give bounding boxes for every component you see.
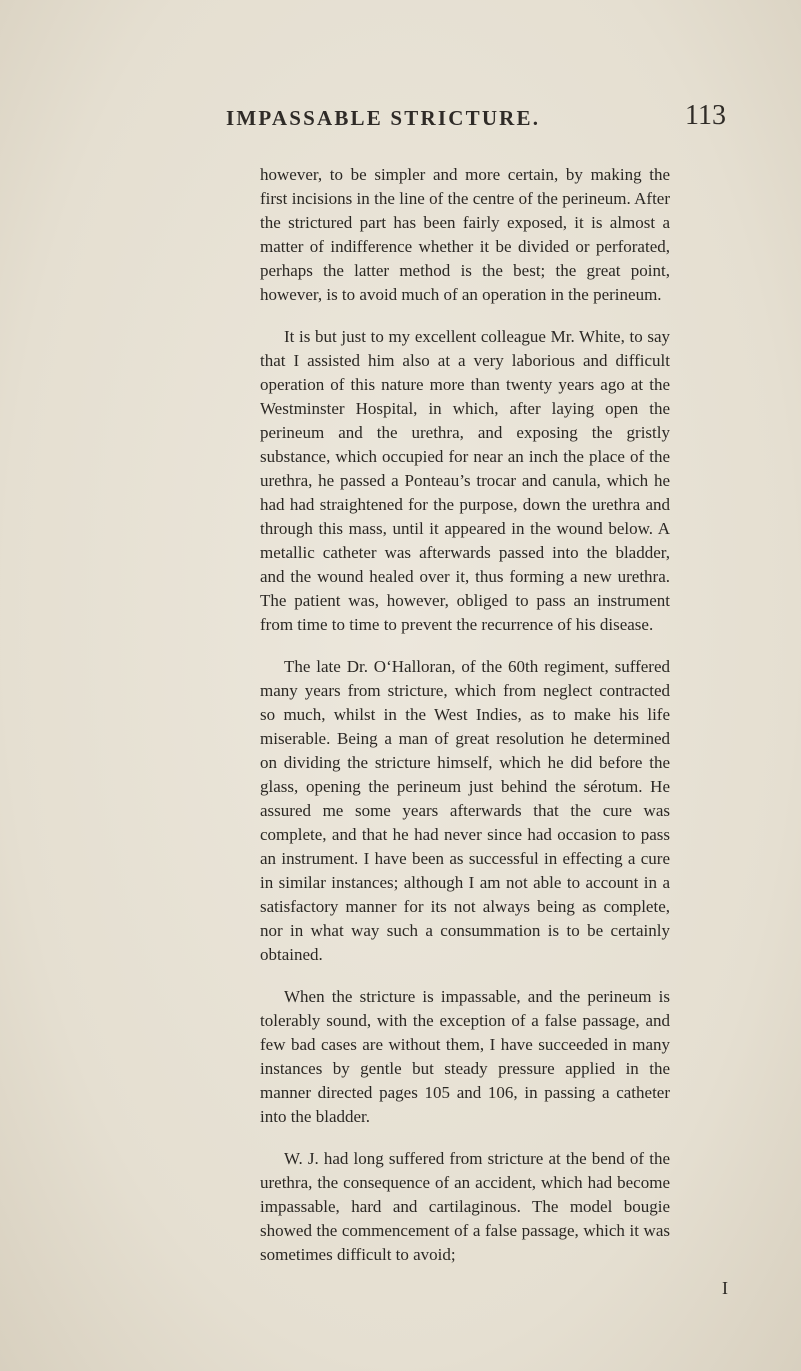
running-head: IMPASSABLE STRICTURE. xyxy=(226,106,541,130)
paragraph: W. J. had long suffered from stricture at the bend of the urethra, the consequence of an accident, which had become impassable, hard and cartilaginous. The model bougie showed the commencement of a false passage, which it was sometimes difficult to avoid; xyxy=(260,1149,670,1264)
paragraph: It is but just to my excellent colleague Mr. White, to say that I assisted him also at a very laborious and difficult operation of this nature more than twenty years ago at the Westminster Hospital, in which, after laying open the perineum and the urethra, and exposing the gristly substance, which occupied for near an inch the place of the urethra, he passed a Ponteau’s trocar and canula, which he had had straightened for the purpose, down the urethra and through this mass, until it appeared in the wound below. A metallic catheter was afterwards passed into the bladder, and the wound healed over it, thus forming a new urethra. The patient was, however, obliged to pass an instrument from time to time to prevent the recurrence of his disease. xyxy=(260,327,670,634)
paragraph: The late Dr. O‘Halloran, of the 60th regiment, suffered many years from stricture, which from neglect contracted so much, whilst in the West Indies, as to make his life miserable. Being a man of great resolution he determined on dividing the stricture himself, which he did before the glass, opening the perineum just behind the sérotum. He assured me some years afterwards that the cure was complete, and that he had never since had occasion to pass an instrument. I have been as successful in effecting a cure in similar instances; although I am not able to account in a satisfactory manner for its not always being as complete, nor in what way such a consummation is to be certainly obtained. xyxy=(260,657,670,964)
paragraph: however, to be simpler and more certain, by making the first incisions in the line of the centre of the perineum. After the strictured part has been fairly exposed, it is almost a matter of indifference whether it be divided or perforated, perhaps the latter method is the best; the great point, however, is to avoid much of an operation in the perineum. xyxy=(260,165,670,304)
signature-mark: I xyxy=(722,1278,728,1298)
page-header xyxy=(0,100,801,136)
body-text xyxy=(260,163,670,1285)
paragraph: When the stricture is impassable, and the perineum is tolerably sound, with the exception of a false passage, and few bad cases are without them, I have succeeded in many instances by gentle but steady pressure applied in the manner directed pages 105 and 106, in passing a catheter into the bladder. xyxy=(260,987,670,1126)
page-number: 113 xyxy=(685,100,726,131)
